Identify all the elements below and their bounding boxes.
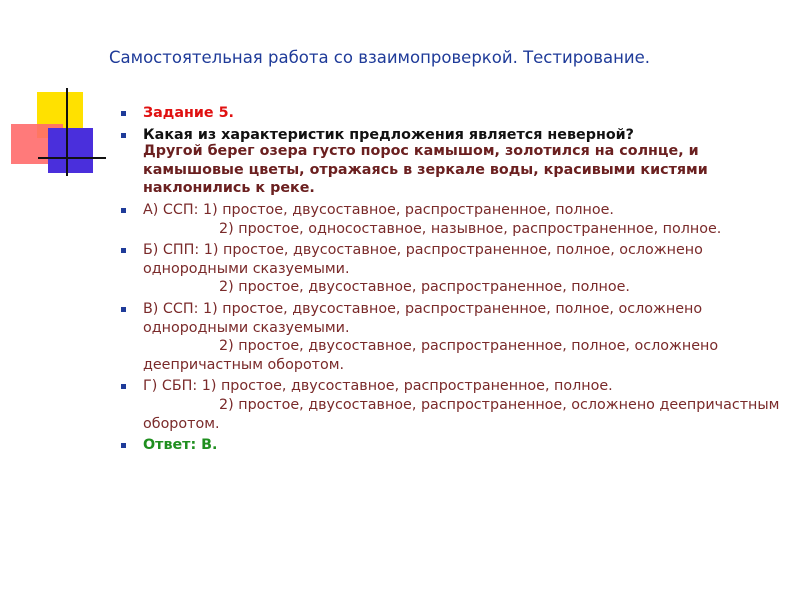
bullet-icon [121,111,126,116]
task-label: Задание 5. [143,105,234,121]
slide-title: Самостоятельная работа со взаимопроверкой. Тестирование. [109,48,651,67]
option-d [121,377,781,433]
sentence-text: Другой берег озера густо порос камышом, золотился на солнце, и камышовые цветы, отражаясь в зеркале воды, красивыми кистями наклонились к реке. [143,143,708,197]
option-b-line2: 2) простое, двусоставное, распространенное, полное. [219,279,630,296]
bullet-icon [121,133,126,138]
bullet-icon [121,307,126,312]
bullet-icon [121,443,126,448]
answer-text: Ответ: В. [143,437,218,454]
option-c-line1: В) ССП: 1) простое, двусоставное, распространенное, полное, осложнено однородными сказуемыми. [143,300,703,336]
option-c-line2: 2) простое, двусоставное, распространенное, полное, осложнено деепричастным оборотом. [143,338,719,373]
decor-horizontal-line [38,157,106,159]
bullet-icon [121,384,126,389]
bullet-icon [121,248,126,253]
sentence-item [121,142,781,198]
option-c [121,300,781,374]
decor-blue-square [48,128,93,173]
answer-item [121,436,781,455]
bullet-icon [121,208,126,213]
slide-content [121,104,781,458]
option-a-line2: 2) простое, односоставное, назывное, распространенное, полное. [219,220,722,237]
option-a [121,201,781,238]
option-b-line1: Б) СПП: 1) простое, двусоставное, распространенное, полное, осложнено однородными сказуемыми. [143,242,703,277]
decor-vertical-line [66,88,68,176]
option-d-line2: 2) простое, двусоставное, распространенное, осложнено деепричастным оборотом. [143,396,780,432]
option-d-line1: Г) СБП: 1) простое, двусоставное, распространенное, полное. [143,378,613,395]
question-text: Какая из характеристик предложения является неверной? [143,126,634,143]
task-label-item [121,104,781,123]
option-b [121,241,781,297]
option-a-line1: А) ССП: 1) простое, двусоставное, распространенное, полное. [143,201,614,218]
